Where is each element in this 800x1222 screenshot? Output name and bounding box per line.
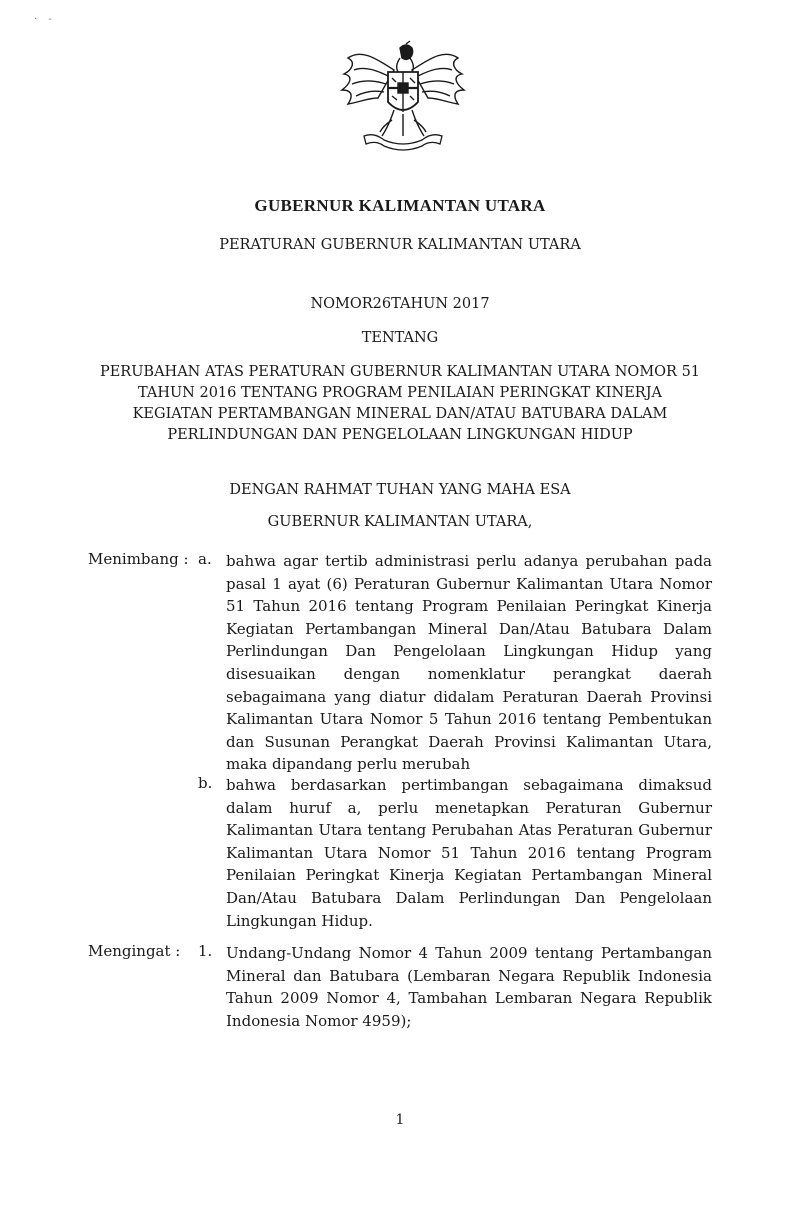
page-number: 1 <box>395 1112 405 1128</box>
title-line: PERUBAHAN ATAS PERATURAN GUBERNUR KALIMANTAN UTARA NOMOR 51 <box>99 364 701 380</box>
mengingat-item-1: Undang-Undang Nomor 4 Tahun 2009 tentang Pertambangan Mineral dan Batubara (Lembaran Negara Republik Indonesia Tahun 2009 Nomor 4, Tambahan Lembaran Negara Republik Indonesia Nomor 4959); <box>226 944 712 1030</box>
menimbang-label: Menimbang : <box>88 550 189 568</box>
menimbang-item-a: bahwa agar tertib administrasi perlu adanya perubahan pada pasal 1 ayat (6) Peraturan Gubernur Kalimantan Utara Nomor 51 Tahun 2016 tentang Program Penilaian Peringkat Kinerja Kegiatan Pertambangan Mineral Dan/Atau Batubara Dalam Perlindungan Dan Pengelolaan Lingkungan Hidup yang disesuaikan dengan nomenklatur perangkat daerah sebagaimana yang diatur didalam Peraturan Daerah Provinsi Kalimantan Utara Nomor 5 Tahun 2016 tentang Pembentukan dan Susunan Perangkat Daerah Provinsi Kalimantan Utara, maka dipandang perlu merubah <box>226 552 712 774</box>
item-marker: b. <box>198 774 213 792</box>
regulation-type: PERATURAN GUBERNUR KALIMANTAN UTARA <box>219 237 581 253</box>
blessing-line: DENGAN RAHMAT TUHAN YANG MAHA ESA <box>229 482 571 498</box>
mengingat-label: Mengingat : <box>88 942 181 960</box>
title-line: KEGIATAN PERTAMBANGAN MINERAL DAN/ATAU BATUBARA DALAM <box>132 406 668 422</box>
title-line: PERLINDUNGAN DAN PENGELOLAAN LINGKUNGAN HIDUP <box>167 427 633 443</box>
scan-artifact: · - <box>34 14 56 25</box>
regulation-number: NOMOR26TAHUN 2017 <box>310 296 490 312</box>
governor-line: GUBERNUR KALIMANTAN UTARA, <box>267 514 533 530</box>
issuer-title: GUBERNUR KALIMANTAN UTARA <box>254 196 546 215</box>
garuda-emblem-icon <box>338 40 468 156</box>
regulation-title <box>0 362 800 446</box>
item-marker: a. <box>198 550 212 568</box>
about-label: TENTANG <box>361 330 439 346</box>
title-line: TAHUN 2016 TENTANG PROGRAM PENILAIAN PERINGKAT KINERJA <box>137 385 663 401</box>
item-marker: 1. <box>198 942 213 960</box>
menimbang-item-b: bahwa berdasarkan pertimbangan sebagaimana dimaksud dalam huruf a, perlu menetapkan Peraturan Gubernur Kalimantan Utara tentang Perubahan Atas Peraturan Gubernur Kalimantan Utara Nomor 51 Tahun 2016 tentang Program Penilaian Peringkat Kinerja Kegiatan Pertambangan Mineral Dan/Atau Batubara Dalam Perlindungan Dan Pengelolaan Lingkungan Hidup. <box>226 776 712 930</box>
